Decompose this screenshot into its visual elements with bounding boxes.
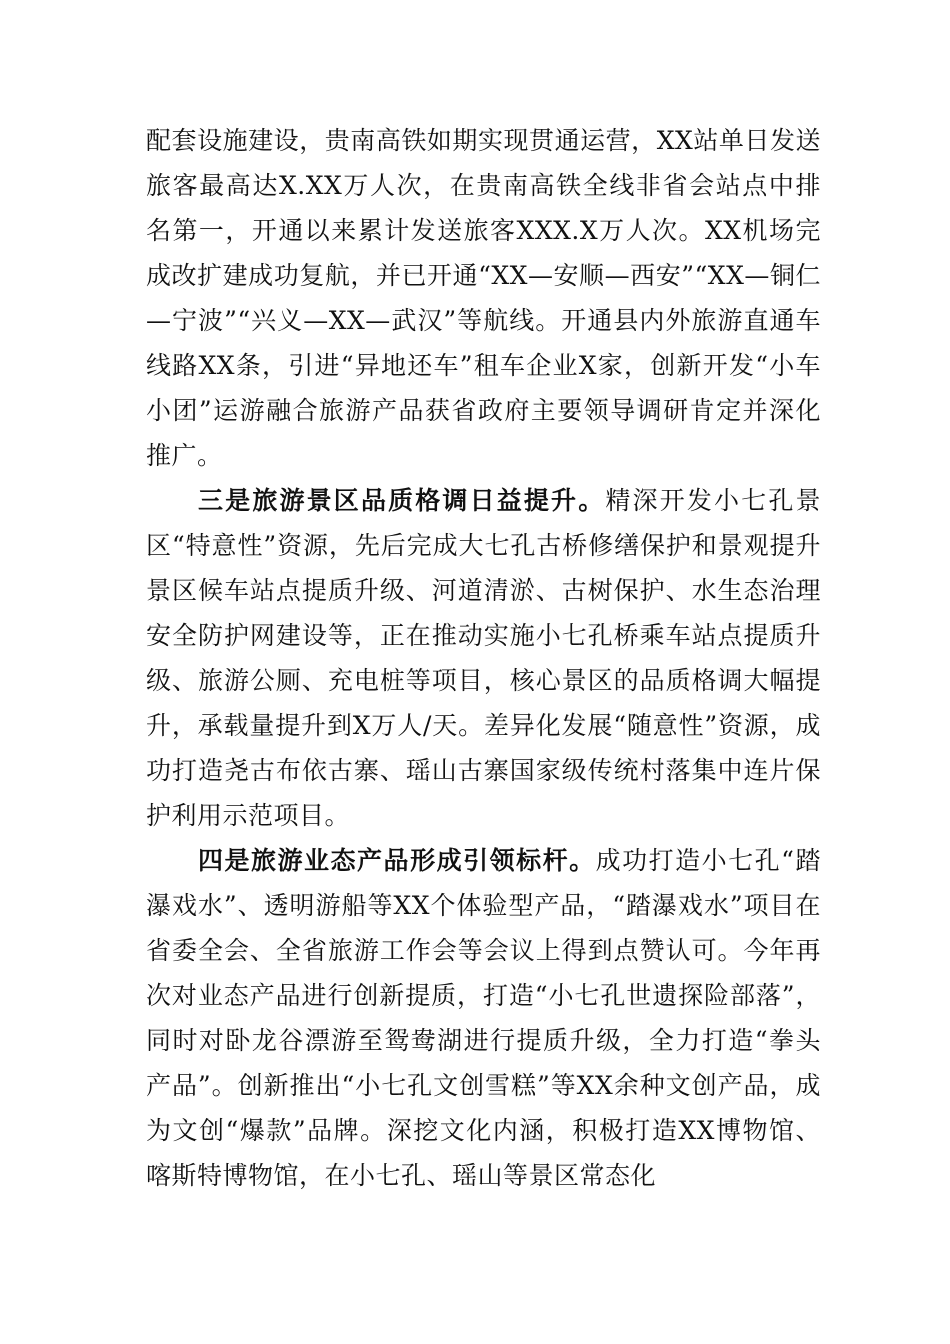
paragraph-3-heading: 四是旅游业态产品形成引领标杆。: [198, 846, 596, 875]
paragraph-3: [146, 838, 821, 1198]
paragraph-2-heading: 三是旅游景区品质格调日益提升。: [198, 486, 606, 515]
paragraph-1: [146, 118, 821, 478]
paragraph-3-text: 成功打造小七孔“踏瀑戏水”、透明游船等XX个体验型产品，“踏瀑戏水”项目在省委全会、全省旅游工作会等会议上得到点赞认可。今年再次对业态产品进行创新提质，打造“小七孔世遗探险部落”，同时对卧龙谷漂游至鸳鸯湖进行提质升级，全力打造“拳头产品”。创新推出“小七孔文创雪糕”等XX余种文创产品，成为文创“爆款”品牌。深挖文化内涵，积极打造XX博物馆、喀斯特博物馆，在小七孔、瑶山等景区常态化: [146, 846, 821, 1190]
paragraph-2: [146, 478, 821, 838]
body-text: [146, 118, 821, 1198]
paragraph-2-text: 精深开发小七孔景区“特意性”资源，先后完成大七孔古桥修缮保护和景观提升景区候车站点提质升级、河道清淤、古树保护、水生态治理安全防护网建设等，正在推动实施小七孔桥乘车站点提质升级、旅游公厕、充电桩等项目，核心景区的品质格调大幅提升，承载量提升到X万人/天。差异化发展“随意性”资源，成功打造尧古布依古寨、瑶山古寨国家级传统村落集中连片保护利用示范项目。: [146, 486, 821, 830]
paragraph-1-text: 配套设施建设，贵南高铁如期实现贯通运营，XX站单日发送旅客最高达X.XX万人次，在贵南高铁全线非省会站点中排名第一，开通以来累计发送旅客XXX.X万人次。XX机场完成改扩建成功复航，并已开通“XX—安顺—西安”“XX—铜仁—宁波”“兴义—XX—武汉”等航线。开通县内外旅游直通车线路XX条，引进“异地还车”租车企业X家，创新开发“小车小团”运游融合旅游产品获省政府主要领导调研肯定并深化推广。: [146, 126, 821, 470]
